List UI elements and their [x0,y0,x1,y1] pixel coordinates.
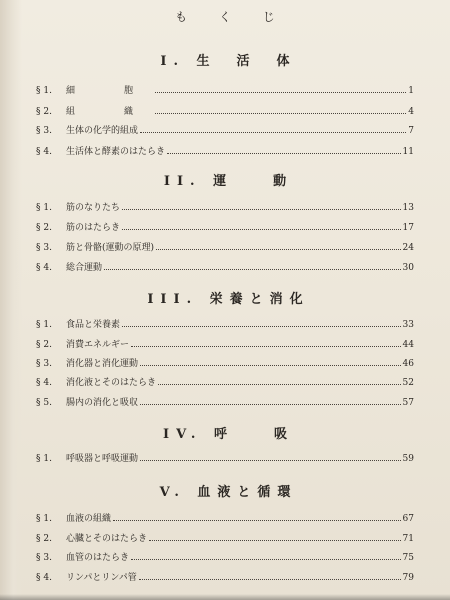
toc-entry [36,376,414,390]
chapter-heading-2: II. 運 動 [163,174,294,189]
dot-leader [140,403,401,405]
section-number: § 2. [36,107,52,117]
section-title: 消費エネルギー [66,340,130,350]
section-number: § 1. [36,320,52,330]
dot-leader [113,519,401,521]
dot-leader [131,345,401,347]
section-title: 血液の組織 [66,514,112,524]
page-number: 59 [402,454,414,464]
page-number: 24 [402,243,414,253]
section-number: § 3. [36,126,52,136]
dot-leader [155,91,406,93]
page-number: 67 [402,514,414,524]
chapter-heading-1: I. 生 活 体 [160,54,297,69]
toc-entry [36,201,414,215]
section-number: § 4. [36,263,52,273]
page-number: 4 [408,107,414,117]
section-number: § 1. [36,86,52,96]
toc-entry [36,396,414,410]
toc-entry [36,452,414,466]
page-number: 11 [402,147,414,157]
dot-leader [140,459,401,461]
dot-leader [122,208,401,210]
section-title: 細 胞 [66,86,154,96]
section-title: 食品と栄養素 [66,320,121,330]
toc-entry [36,221,414,235]
dot-leader [156,248,401,250]
chapter-heading-4: IV. 呼 吸 [163,427,294,442]
section-number: § 2. [36,223,52,233]
toc-entry [36,571,414,585]
dot-leader [122,325,401,327]
chapter-heading-3: III. 栄養と消化 [147,292,310,307]
dot-leader [122,228,401,230]
dot-leader [158,383,401,385]
section-title: 生体の化学的組成 [66,126,139,136]
dot-leader [104,268,401,270]
page-number: 71 [402,534,414,544]
chapter-heading-5: V. 血液と循環 [159,485,298,500]
section-number: § 4. [36,147,52,157]
section-number: § 3. [36,359,52,369]
page-number: 13 [402,203,414,213]
page-number: 57 [402,398,414,408]
section-title: 総合運動 [66,263,103,273]
page-number: 30 [402,263,414,273]
toc-entry [36,357,414,371]
section-number: § 3. [36,553,52,563]
dot-leader [149,539,401,541]
section-title: 生活体と酵素のはたらき [66,147,166,157]
section-number: § 2. [36,340,52,350]
dot-leader [140,131,406,133]
toc-entry [36,532,414,546]
page-title: も く じ [175,10,289,24]
page-number: 52 [402,378,414,388]
section-number: § 5. [36,398,52,408]
page-number: 44 [402,340,414,350]
toc-entry [36,145,414,159]
dot-leader [155,112,406,114]
section-number: § 4. [36,573,52,583]
toc-entry [36,338,414,352]
toc-entry [36,318,414,332]
dot-leader [167,152,401,154]
dot-leader [140,364,401,366]
toc-entry [36,124,414,138]
section-title: 筋のなりたち [66,203,121,213]
dot-leader [131,558,401,560]
dot-leader [139,578,401,580]
section-number: § 1. [36,454,52,464]
section-title: 呼吸器と呼吸運動 [66,454,139,464]
section-title: 心臓とそのはたらき [66,534,148,544]
toc-entry [36,551,414,565]
toc-entry [36,105,414,119]
page-number: 46 [402,359,414,369]
page-number: 1 [408,86,414,96]
section-number: § 1. [36,514,52,524]
section-title: リンパとリンパ管 [66,573,137,583]
page-number: 33 [402,320,414,330]
section-title: 筋のはたらき [66,223,121,233]
section-title: 筋と骨骼(運動の原理) [66,243,155,253]
page-number: 79 [402,573,414,583]
page-number: 75 [402,553,414,563]
section-title: 組 織 [66,107,154,117]
page-edge-shadow [0,594,450,600]
section-title: 消化器と消化運動 [66,359,139,369]
section-title: 消化液とそのはたらき [66,378,157,388]
section-number: § 2. [36,534,52,544]
section-number: § 1. [36,203,52,213]
page-number: 17 [402,223,414,233]
toc-entry [36,512,414,526]
page-number: 7 [408,126,414,136]
toc-entry [36,84,414,98]
toc-entry [36,241,414,255]
section-title: 腸内の消化と吸収 [66,398,139,408]
toc-entry [36,261,414,275]
section-number: § 3. [36,243,52,253]
section-number: § 4. [36,378,52,388]
section-title: 血管のはたらき [66,553,130,563]
